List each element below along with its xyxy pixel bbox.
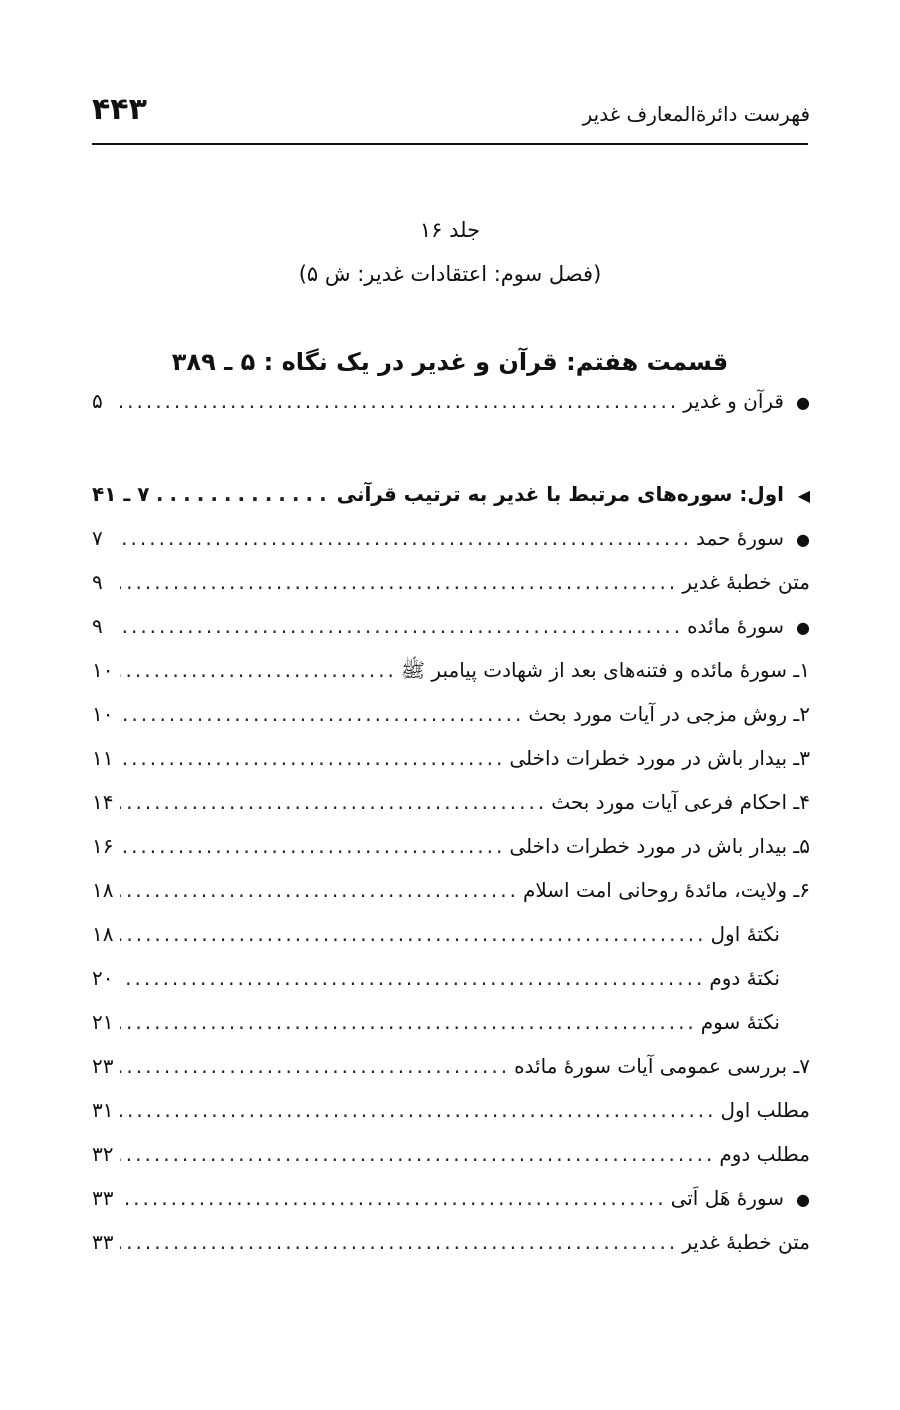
leader-dots [120,966,705,990]
toc-group-2 [92,482,810,1274]
arrow-left-icon [784,486,810,505]
page-header [92,92,810,132]
toc-entry-label: ۶ـ ولایت، مائدۀ روحانی امت اسلام [522,878,810,902]
toc-entry-label: سورۀ هَل اَتی [670,1186,784,1210]
toc-entry-label: ۴ـ احکام فرعی آیات مورد بحث [551,790,810,814]
toc-entry-label: ۱ـ سورۀ مائده و فتنه‌های بعد از شهادت پیامبر ﷺ [400,658,810,682]
toc-entry-label: مطلب اول [720,1098,810,1122]
page-number: ۴۴۳ [92,92,147,127]
toc-entry [92,1142,810,1186]
leader-dots [120,1054,510,1078]
toc-entry [92,1098,810,1142]
leader-dots [120,1230,678,1254]
toc-entry-label: نکتۀ اول [710,922,780,946]
toc-entry-page: ۱۰ [92,702,114,726]
toc-entry-label: ۵ـ بیدار باش در مورد خطرات داخلی [509,834,810,858]
chapter-heading: (فصل سوم: اعتقادات غدیر: ش ۵) [298,262,602,286]
leader-dots [153,482,332,506]
header-rule [92,143,808,145]
toc-entry [92,1230,810,1274]
toc-entry-sub [92,966,810,1010]
toc-entry-page: ۹ [92,570,103,594]
toc-entry-page: ۲۳ [92,1054,114,1078]
leader-dots [120,702,524,726]
bullet-icon [784,618,810,637]
toc-entry-label: ۷ـ بررسی عمومی آیات سورۀ مائده [514,1054,810,1078]
toc-entry-label: متن خطبۀ غدیر [682,1230,810,1254]
volume-heading: جلد ۱۶ [419,218,481,242]
toc-entry [92,614,810,658]
toc-group-1 [92,389,810,433]
toc-entry-label: سورۀ حمد [695,526,784,550]
leader-dots [120,746,505,770]
toc-entry [92,1186,810,1230]
toc-entry-page: ۳۲ [92,1142,114,1166]
toc-entry [92,526,810,570]
leader-dots [120,1098,717,1122]
leader-dots [120,1186,667,1210]
toc-entry-sub [92,922,810,966]
toc-entry-label: سورۀ مائده [687,614,784,638]
toc-entry-label: نکتۀ سوم [700,1010,780,1034]
toc-entry [92,790,810,834]
leader-dots [120,878,519,902]
toc-entry [92,834,810,878]
toc-entry-label: اول: سوره‌های مرتبط با غدیر به ترتیب قرآنی [336,482,784,506]
toc-entry-label: مطلب دوم [719,1142,810,1166]
toc-entry-page: ۳۱ [92,1098,114,1122]
toc-entry-page: ۱۴ [92,790,114,814]
bullet-icon [784,1190,810,1209]
toc-entry-label: نکتۀ دوم [709,966,780,990]
leader-dots [120,790,547,814]
toc-entry [92,702,810,746]
toc-entry-page: ۱۰ [92,658,114,682]
leader-dots [120,1010,697,1034]
bullet-icon [784,530,810,549]
toc-entry-label: ۳ـ بیدار باش در مورد خطرات داخلی [509,746,810,770]
toc-entry-page: ۲۱ [92,1010,114,1034]
toc-entry [92,878,810,922]
toc-entry-page: ۹ [92,614,103,638]
toc-entry [92,389,810,433]
section-title: قسمت هفتم: قرآن و غدیر در یک نگاه : ۵ ـ ۳۸۹ [171,348,729,376]
toc-entry-heading [92,482,810,526]
toc-entry-label: متن خطبۀ غدیر [682,570,810,594]
toc-entry [92,746,810,790]
toc-entry-page: ۳۳ [92,1186,114,1210]
toc-entry [92,1054,810,1098]
leader-dots [120,526,692,550]
toc-entry-page: ۳۳ [92,1230,114,1254]
toc-entry-sub [92,1010,810,1054]
toc-entry-page: ۱۱ [92,746,114,770]
leader-dots [120,570,678,594]
leader-dots [120,1142,715,1166]
toc-entry-page: ۷ ـ ۴۱ [92,482,150,506]
leader-dots [120,922,707,946]
running-title: فهرست دائرةالمعارف غدیر [582,102,810,126]
toc-entry [92,658,810,702]
toc-entry-page: ۱۸ [92,922,114,946]
toc-entry-page: ۱۶ [92,834,114,858]
toc-entry-page: ۲۰ [92,966,114,990]
toc-entry-page: ۵ [92,389,103,413]
leader-dots [120,658,397,682]
toc-entry-page: ۱۸ [92,878,114,902]
leader-dots [120,834,505,858]
toc-entry-page: ۷ [92,526,103,550]
bullet-icon [784,393,810,412]
toc-entry-label: ۲ـ روش مزجی در آیات مورد بحث [528,702,810,726]
leader-dots [120,389,679,413]
toc-entry-label: قرآن و غدیر [683,389,784,413]
toc-entry [92,570,810,614]
leader-dots [120,614,683,638]
